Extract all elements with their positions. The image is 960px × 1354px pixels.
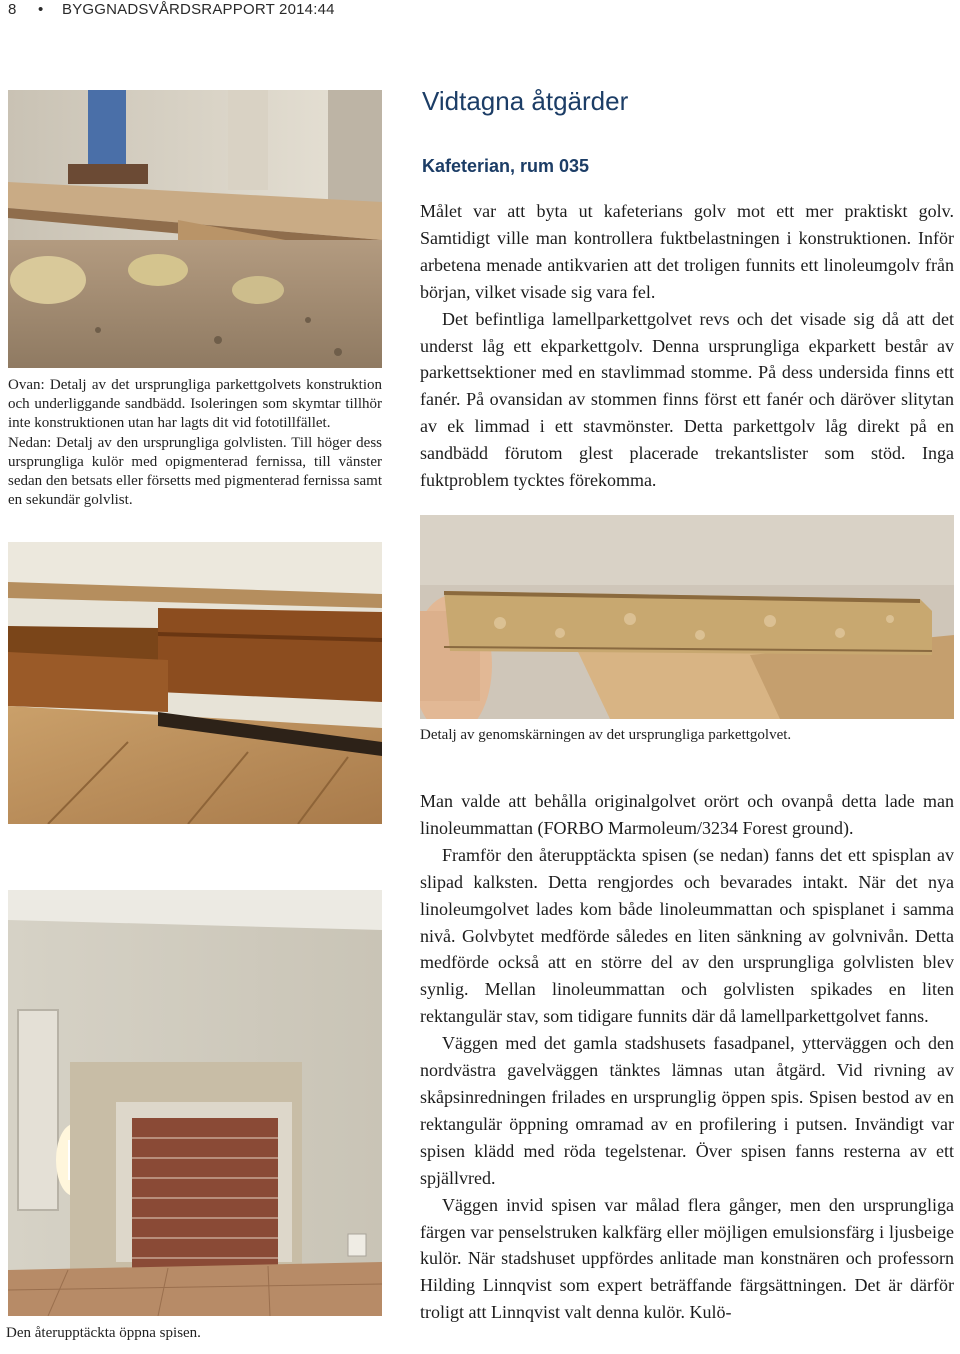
photo-parquet-cross-section: [420, 515, 954, 719]
paragraph: Väggen invid spisen var målad flera gånger, men den ursprungliga färgen var penselstruken kalkfärg eller möjligen emulsionsfärg i ljusbeige kulör. När stadshuset uppfördes anlitade man konstnären och professorn Hilding Linnqvist som expert beträffande färgsättningen. Det är därför troligt att Linnqvist valt denna kulör. Kulö-: [420, 1194, 954, 1323]
body-text-upper: [420, 198, 954, 494]
caption-above: Ovan: Detalj av det ursprungliga parkettgolvets konstruktion och underliggande sandbädd. Isoleringen som skymtar tillhör inte konstruktionen utan har lagts dit vid fototillfället.: [8, 377, 382, 432]
section-heading: Vidtagna åtgärder: [422, 86, 629, 116]
header-bullet: •: [38, 1, 44, 18]
paragraph: Målet var att byta ut kafeterians golv mot ett mer praktiskt golv. Samtidigt ville man kontrollera fuktbelastningen i konstruktionen. Inför arbetena menade antikvarien att det troligen funnits ett linoleumgolv från början, vilket visade sig vara fel.: [420, 201, 954, 302]
paragraph: Framför den återupptäckta spisen (se nedan) fanns det ett spisplan av slipad kalksten. Detta rengjordes och bevarades intakt. När det nya linoleumgolvet lades kom både linoleummattan och spisplanet i samma nivå. Golvbytet medförde således en liten sänkning av golvnivån. Detta medförde också att en större del av den ursprungliga golvlisten blev synlig. Mellan linoleummattan och golvlisten spikades en liten rektangulär stav, som tidigare funnits där då lamellparkettgolvet fanns.: [420, 844, 954, 1027]
caption-fireplace: Den återupptäckta öppna spisen.: [6, 1325, 201, 1341]
body-text-lower: [420, 788, 954, 1326]
photo-floor-construction: [8, 90, 382, 368]
page-number: 8: [8, 1, 17, 18]
running-header: [8, 1, 335, 21]
section-subheading: Kafeterian, rum 035: [422, 156, 590, 176]
paragraph: Väggen med det gamla stadshusets fasadpanel, ytterväggen och den nordvästra gavelväggen tänktes lämnas utan åtgärd. Vid rivning av skåpsinredningen frilades en ursprunglig öppen spis. Spisen bestod av en rektangulär öppning omramad av en profilering i putsen. Invändigt var spisen klädd med röda tegelstenar. Över spisen fanns resterna av ett spjällvred.: [420, 1033, 954, 1188]
caption-cross-section: Detalj av genomskärningen av det ursprungliga parkettgolvet.: [420, 727, 792, 743]
report-title: BYGGNADSVÅRDSRAPPORT 2014:44: [62, 1, 335, 18]
paragraph: Man valde att behålla originalgolvet orört och ovanpå detta lade man linoleummattan (FORBO Marmoleum/3234 Forest ground).: [420, 791, 954, 838]
paragraph: Det befintliga lamellparkettgolvet revs och det visade sig då att det underst låg ett ekparkettgolv. Denna ursprungliga ekparkett består av parkettsektioner med en stavlimmad stomme. På dess undersida finns ett fanér. På ovansidan av stommen finns först ett fanér och däröver slitytan av ek limmad i ett stavmönster. Detta parkettgolv låg direkt på en sandbädd förutom glest placerade trekantslister som stöd. Inga fuktproblem tycktes förekomma.: [420, 308, 954, 491]
photo-baseboard: [8, 542, 382, 824]
caption-below: Nedan: Detalj av den ursprungliga golvlisten. Till höger dess ursprungliga kulör med opigmenterad fernissa, till vänster sedan den betsats eller försetts med pigmenterad fernissa samt en sekundär golvlist.: [8, 434, 382, 509]
caption-floor-and-baseboard: [8, 376, 382, 510]
photo-fireplace: [8, 890, 382, 1316]
